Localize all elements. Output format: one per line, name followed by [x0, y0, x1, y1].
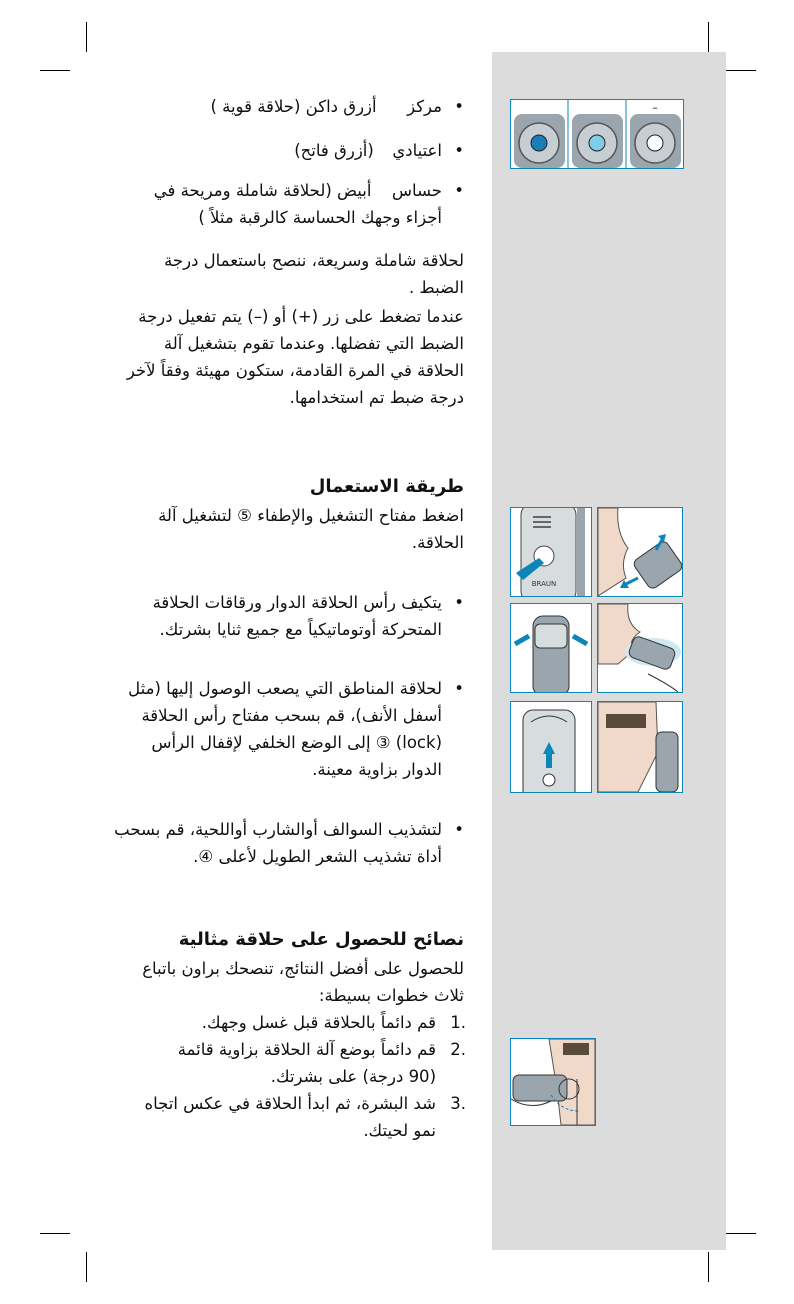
text-line: • يتكيف رأس الحلاقة الدوار ورقاقات الحلاقة [152, 593, 442, 612]
usage-intro [104, 502, 464, 556]
text-line: أسفل الأنف)، قم بسحب مفتاح رأس الحلاقة [141, 706, 442, 725]
text-line: قم دائماً بوضع آلة الحلاقة بزاوية قائمة [177, 1040, 436, 1059]
text-line: نمو لحيتك. [363, 1121, 436, 1140]
crop-mark [40, 1233, 70, 1234]
crop-mark [86, 22, 87, 52]
figure-lock-head [510, 701, 592, 793]
usage-bullet-1 [102, 589, 442, 643]
text-line: الحلاقة. [411, 533, 464, 552]
figure-head-pivot [597, 507, 683, 597]
setting-name: حساس [391, 181, 442, 200]
setting-desc: أزرق داكن (حلاقة قوية ) [210, 97, 377, 116]
setting-desc-cont: أجزاء وجهك الحساسة كالرقبة مثلاً ) [198, 208, 442, 227]
indicator-dark-blue [514, 114, 565, 168]
setting-item-normal [122, 137, 442, 164]
text-line: لحلاقة شاملة وسريعة، ننصح باستعمال درجة [164, 251, 464, 270]
figure-switch-on [510, 507, 592, 597]
setting-item-sensitive [112, 177, 442, 204]
settings-para-2 [104, 303, 464, 411]
step-number: 2. [450, 1040, 466, 1059]
crop-mark [40, 70, 70, 71]
text-line: • لتشذيب السوالف أوالشارب أواللحية، قم بسحب [114, 820, 442, 839]
text-line: الضبط . [408, 278, 464, 297]
figure-foil-adapt [510, 603, 592, 693]
figure-nose-area [597, 603, 683, 693]
crop-mark [726, 1233, 756, 1234]
indicator-light-blue [572, 114, 623, 168]
step-number: 1. [450, 1013, 466, 1032]
text-line: ثلاث خطوات بسيطة: [318, 986, 464, 1005]
text-line: (lock) ③ إلى الوضع الخلفي لإقفال الرأس [151, 733, 442, 752]
usage-title: طريقة الاستعمال [309, 476, 464, 497]
setting-name: مركز [407, 97, 442, 116]
text-line: شد البشرة، ثم ابدأ الحلاقة في عكس اتجاه [144, 1094, 436, 1113]
text-line: للحصول على أفضل النتائج، تنصحك براون باتباع [142, 959, 464, 978]
text-line: أداة تشذيب الشعر الطويل لأعلى ④. [193, 847, 442, 866]
step-number: 3. [450, 1094, 466, 1113]
figure-right-angle [510, 1038, 596, 1126]
text-line: الضبط التي تفضلها. وعندما تقوم بتشغيل آلة [163, 334, 464, 353]
tips-step-1 [106, 1009, 466, 1036]
setting-desc: (أزرق فاتح) [294, 141, 374, 160]
figure-trimmer-use [597, 701, 683, 793]
crop-mark [708, 22, 709, 52]
tips-intro [104, 955, 464, 1009]
text-line: (90 درجة) على بشرتك. [270, 1067, 436, 1086]
crop-mark [726, 70, 756, 71]
text-line: الدوار بزاوية معينة. [312, 760, 442, 779]
tips-step-3 [106, 1090, 466, 1144]
text-line: المتحركة أوتوماتيكياً مع جميع ثنايا بشرتك. [159, 620, 442, 639]
text-line: اضغط مفتاح التشغيل والإطفاء ⑤ لتشغيل آلة [158, 506, 464, 525]
indicator-white [630, 114, 681, 168]
text-line: الحلاقة في المرة القادمة، ستكون مهيئة وفقاً لآخر [126, 361, 464, 380]
minus-sign: – [652, 101, 658, 114]
settings-para-1 [104, 247, 464, 301]
text-line: درجة ضبط تم استخدامها. [289, 388, 464, 407]
text-line: • لحلاقة المناطق التي يصعب الوصول إليها (مثل [128, 679, 442, 698]
setting-name: اعتيادي [392, 141, 442, 160]
usage-section [104, 473, 464, 500]
usage-bullet-3 [102, 816, 442, 870]
brand-logo: BRAUN [531, 580, 557, 588]
crop-mark [708, 1252, 709, 1282]
setting-indicators-figure [510, 99, 684, 169]
tips-step-2 [106, 1036, 466, 1090]
crop-mark [86, 1252, 87, 1282]
setting-item-intense [122, 93, 442, 120]
text-line: قم دائماً بالحلاقة قبل غسل وجهك. [201, 1013, 436, 1032]
tips-title: نصائح للحصول على حلاقة مثالية [178, 929, 464, 950]
text-line: عندما تضغط على زر (+) أو (–) يتم تفعيل درجة [138, 307, 464, 326]
setting-desc: أبيض (لحلاقة شاملة ومريحة في [153, 181, 372, 200]
tips-section [104, 926, 464, 953]
usage-bullet-2 [102, 675, 442, 783]
